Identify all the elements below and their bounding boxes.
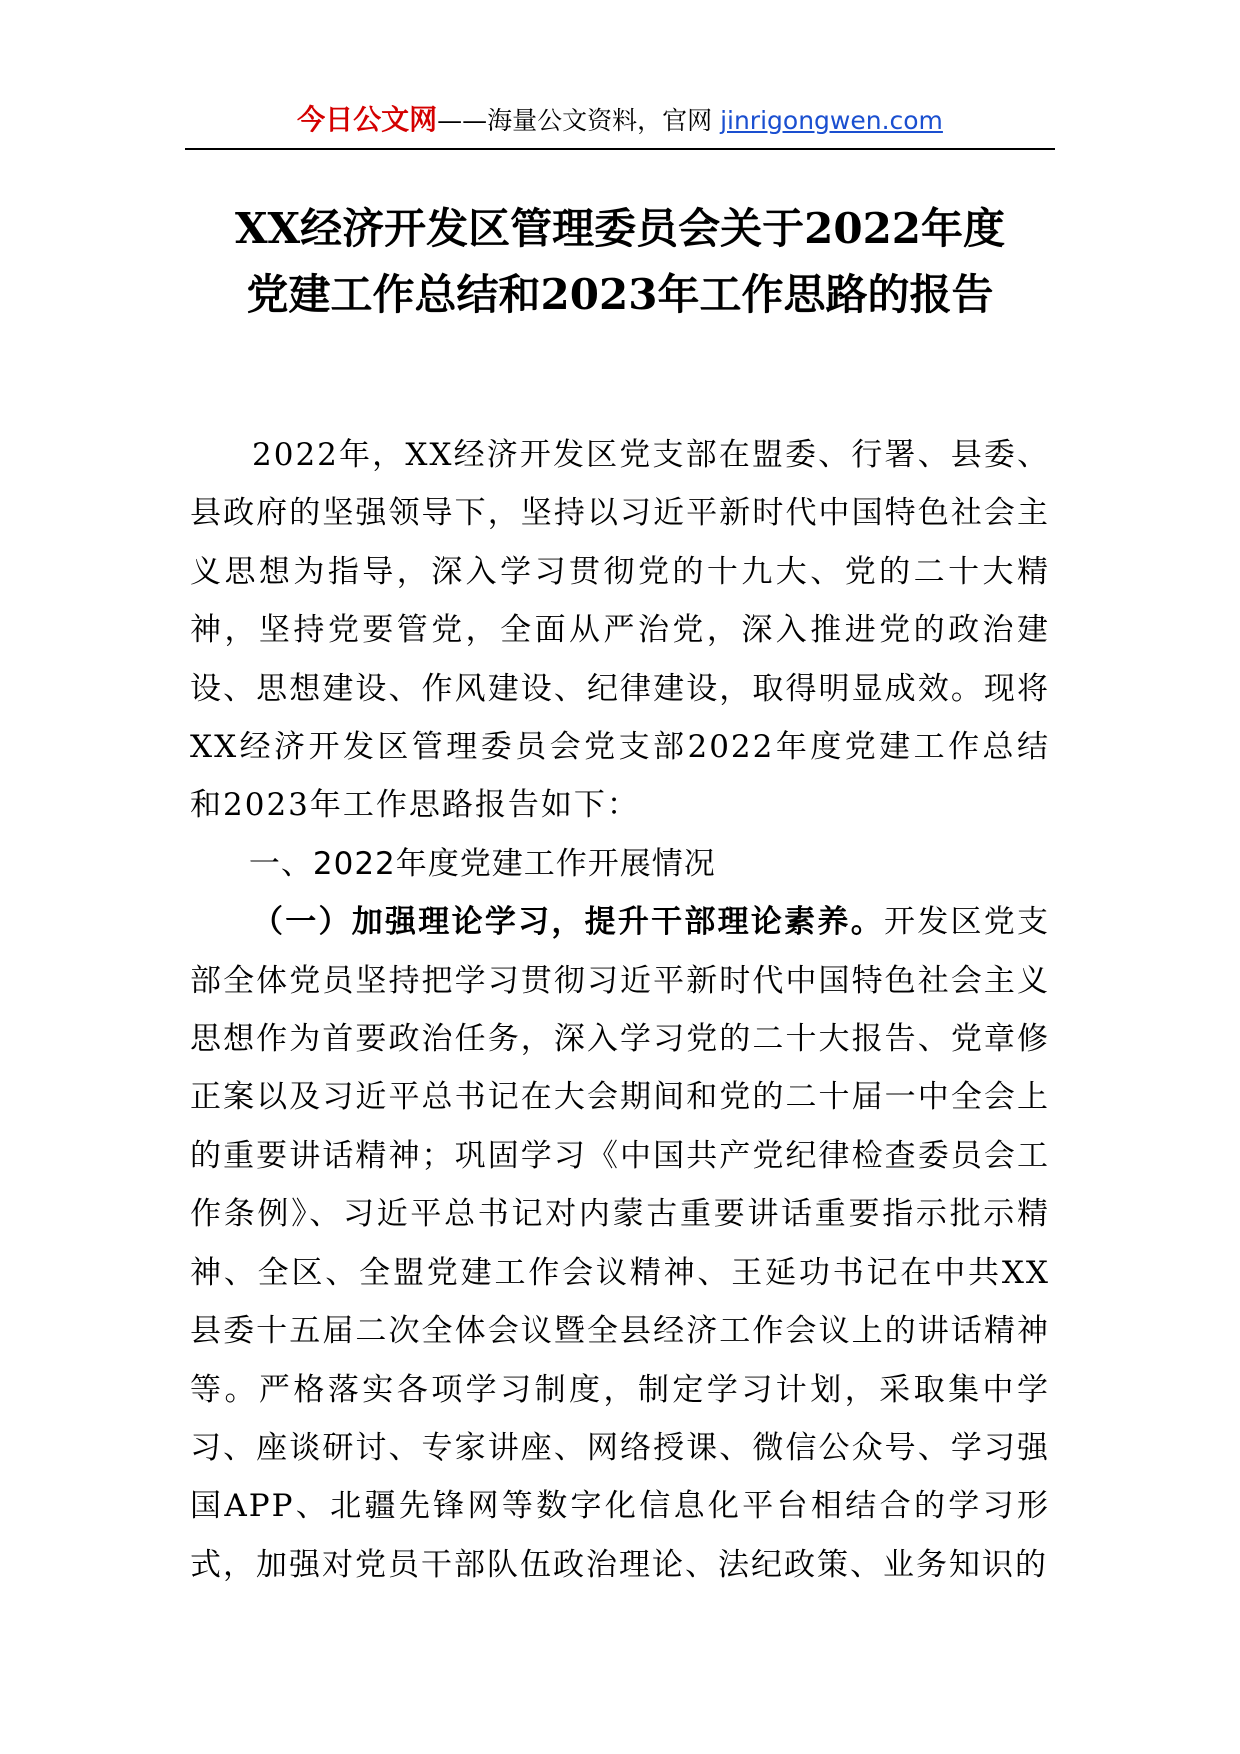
intro-paragraph: 2022年，XX经济开发区党支部在盟委、行署、县委、县政府的坚强领导下，坚持以习近平新时代中国特色社会主义思想为指导，深入学习贯彻党的十九大、党的二十大精神，坚持党要管党，全面从严治党，深入推进党的政治建设、思想建设、作风建设、纪律建设，取得明显成效。现将XX经济开发区管理委员会党支部2022年度党建工作总结和2023年工作思路报告如下： <box>190 437 1050 824</box>
title-line-2: 党建工作总结和2023年工作思路的报告 <box>246 270 994 319</box>
document-title <box>185 196 1055 328</box>
header-separator: —— <box>437 106 488 135</box>
site-description: 海量公文资料，官网 <box>487 106 713 135</box>
title-line-1: XX经济开发区管理委员会关于2022年度 <box>234 204 1006 253</box>
header-divider <box>185 148 1055 150</box>
subsection-heading-1: （一）加强理论学习，提升干部理论素养。 <box>252 904 884 941</box>
site-url-link[interactable]: jinrigongwen.com <box>720 106 943 135</box>
section-heading-1: 一、2022年度党建工作开展情况 <box>248 845 716 882</box>
site-name: 今日公文网 <box>297 103 438 136</box>
site-header <box>185 100 1055 141</box>
document-body <box>190 426 1050 1594</box>
subsection-text-1: 开发区党支部全体党员坚持把学习贯彻习近平新时代中国特色社会主义思想作为首要政治任务，深入学习党的二十大报告、党章修正案以及习近平总书记在大会期间和党的二十届一中全会上的重要讲话精神；巩固学习《中国共产党纪律检查委员会工作条例》、习近平总书记对内蒙古重要讲话重要指示批示精神、全区、全盟党建工作会议精神、王延功书记在中共XX县委十五届二次全体会议暨全县经济工作会议上的讲话精神等。严格落实各项学习制度，制定学习计划，采取集中学习、座谈研讨、专家讲座、网络授课、微信公众号、学习强国APP、北疆先锋网等数字化信息化平台相结合的学习形式，加强对党员干部队伍政治理论、法纪政策、业务知识的 <box>190 904 1051 1583</box>
subsection-paragraph-1 <box>190 893 1050 1594</box>
